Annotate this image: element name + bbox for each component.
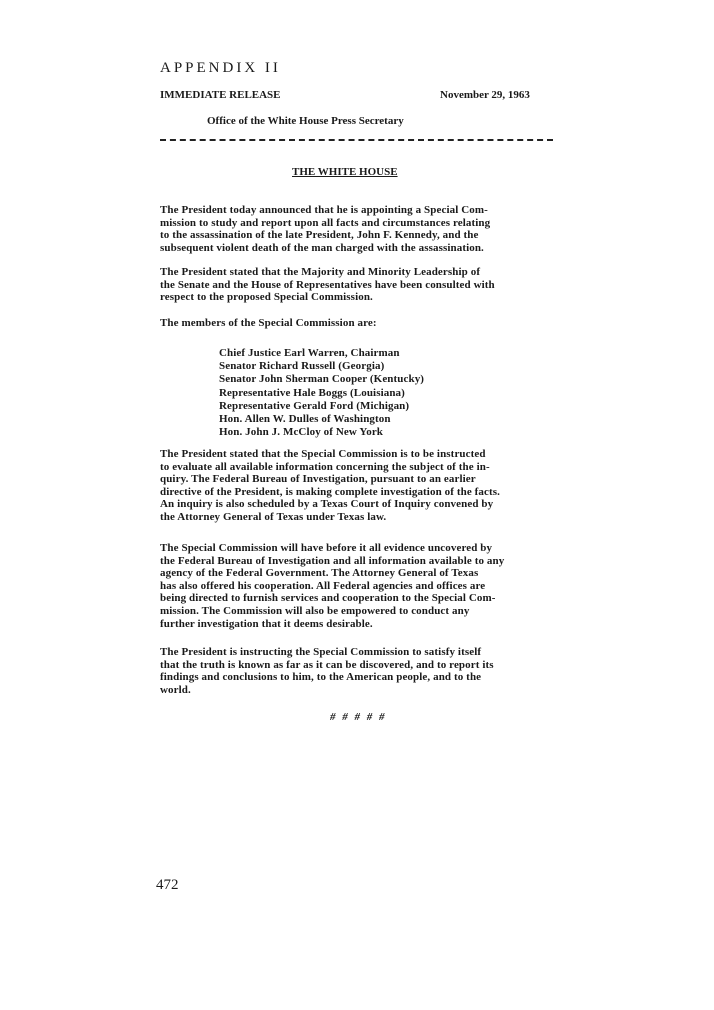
page-number: 472 bbox=[156, 877, 179, 893]
paragraph-line: The President stated that the Majority and Minority Leadership of bbox=[160, 266, 481, 278]
paragraph-line: to the assassination of the late President, John F. Kennedy, and the bbox=[160, 229, 479, 242]
paragraph-line: mission. The Commission will also be empowered to conduct any bbox=[160, 605, 470, 617]
member-item: Hon. Allen W. Dulles of Washington bbox=[219, 413, 391, 425]
member-item: Representative Gerald Ford (Michigan) bbox=[219, 399, 410, 412]
paragraph-line: findings and conclusions to him, to the American people, and to the bbox=[160, 671, 482, 684]
paragraph-line: the Senate and the House of Representatives have been consulted with bbox=[160, 278, 495, 291]
paragraph-line: world. bbox=[160, 683, 191, 696]
paragraph-line: subsequent violent death of the man charged with the assassination. bbox=[160, 241, 484, 254]
paragraph-line: mission to study and report upon all facts and circumstances relating bbox=[160, 216, 491, 229]
paragraph-line: the Federal Bureau of Investigation and all information available to any bbox=[160, 554, 505, 567]
paragraph-line: respect to the proposed Special Commission. bbox=[160, 291, 373, 304]
document-title: THE WHITE HOUSE bbox=[292, 166, 398, 178]
paragraph-line: The President stated that the Special Commission is to be instructed bbox=[160, 448, 486, 460]
paragraph-line: The President is instructing the Special Commission to satisfy itself bbox=[160, 646, 482, 658]
end-mark: # # # # # bbox=[330, 711, 387, 723]
member-item: Chief Justice Earl Warren, Chairman bbox=[219, 347, 400, 359]
paragraph-line: The members of the Special Commission are: bbox=[160, 317, 377, 329]
paragraph-line: to evaluate all available information concerning the subject of the in- bbox=[160, 460, 490, 473]
paragraph-line: has also offered his cooperation. All Federal agencies and offices are bbox=[160, 579, 486, 592]
office-line: Office of the White House Press Secretary bbox=[207, 115, 404, 127]
member-item: Senator Richard Russell (Georgia) bbox=[219, 360, 385, 373]
paragraph-line: directive of the President, is making complete investigation of the facts. bbox=[160, 485, 500, 498]
member-item: Representative Hale Boggs (Louisiana) bbox=[219, 386, 405, 399]
paragraph-line: quiry. The Federal Bureau of Investigation, pursuant to an earlier bbox=[160, 473, 476, 486]
member-item: Hon. John J. McCloy of New York bbox=[219, 426, 384, 439]
release-label: IMMEDIATE RELEASE bbox=[160, 89, 281, 101]
paragraph-line: An inquiry is also scheduled by a Texas Court of Inquiry convened by bbox=[160, 498, 494, 511]
paragraph-line: being directed to furnish services and cooperation to the Special Com- bbox=[160, 592, 496, 605]
paragraph-line: further investigation that it deems desirable. bbox=[160, 617, 373, 630]
dashed-divider bbox=[160, 139, 553, 141]
member-item: Senator John Sherman Cooper (Kentucky) bbox=[219, 373, 425, 386]
paragraph-line: The President today announced that he is appointing a Special Com- bbox=[160, 204, 488, 216]
paragraph-line: the Attorney General of Texas under Texas law. bbox=[160, 511, 387, 523]
paragraph-line: agency of the Federal Government. The Attorney General of Texas bbox=[160, 567, 479, 580]
paragraph-line: that the truth is known as far as it can be discovered, and to report its bbox=[160, 658, 494, 671]
appendix-heading: APPENDIX II bbox=[160, 60, 281, 76]
release-date: November 29, 1963 bbox=[440, 89, 530, 101]
paragraph-line: The Special Commission will have before it all evidence uncovered by bbox=[160, 542, 493, 554]
